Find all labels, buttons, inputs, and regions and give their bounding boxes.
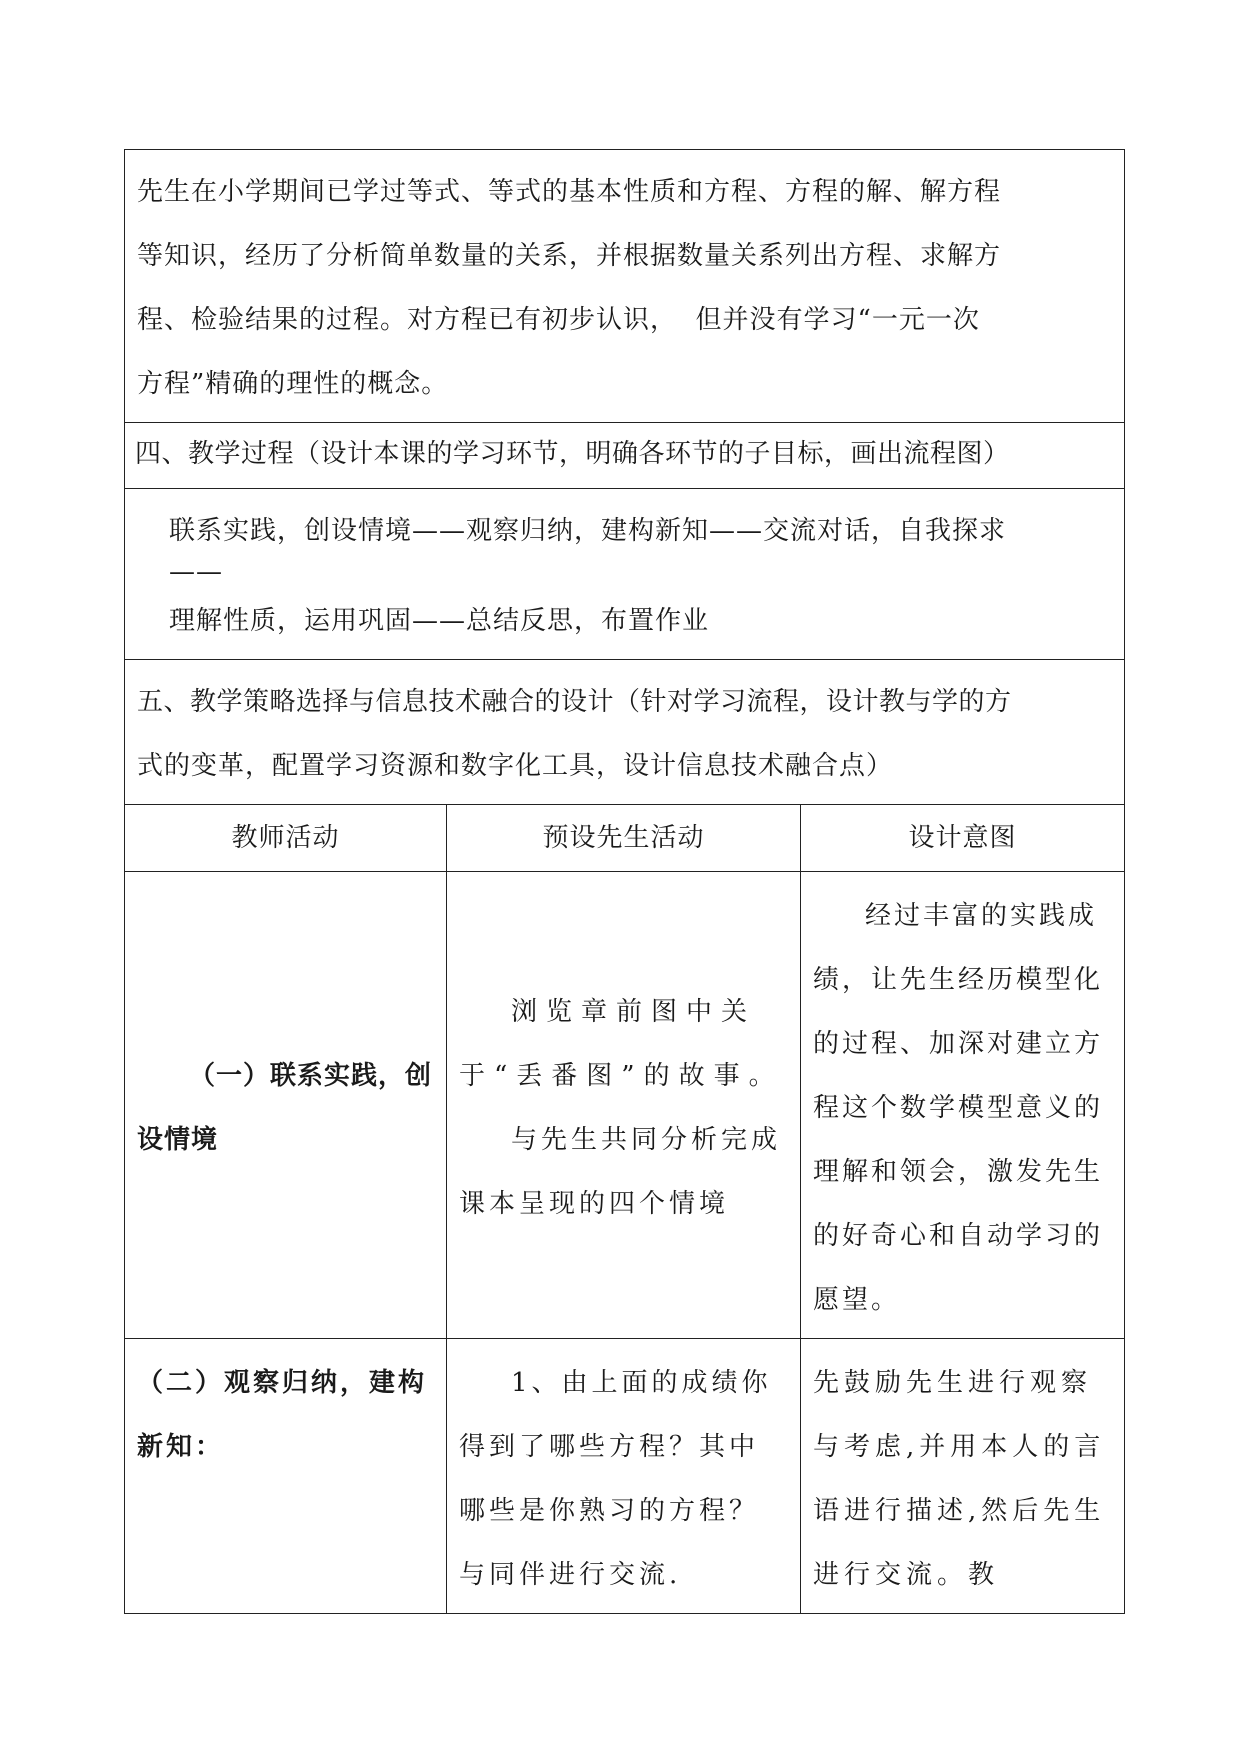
flow-line: 联系实践，创设情境——观察归纳，建构新知——交流对话，自我探求 bbox=[169, 516, 1007, 546]
stage-title: （二）观察归纳，建构新知： bbox=[137, 1368, 428, 1462]
design-intent-cell bbox=[801, 1339, 1125, 1614]
student-activity-text: 与先生共同分析完成课本呈现的四个情境 bbox=[459, 1125, 782, 1219]
section-5-heading-row bbox=[125, 660, 1125, 805]
section-4-heading: 四、教学过程（设计本课的学习环节，明确各环节的子目标，画出流程图） bbox=[125, 423, 1125, 489]
design-intent-text: 经过丰富的实践成绩，让先生经历模型化的过程、加深对建立方程这个数学模型意义的理解和领会，激发先生的好奇心和自动学习的愿望。 bbox=[813, 901, 1104, 1315]
header-teacher-activity: 教师活动 bbox=[125, 805, 447, 872]
student-background-cell bbox=[125, 150, 1125, 423]
background-line: 先生在小学期间已学过等式、等式的基本性质和方程、方程的解、解方程 bbox=[137, 177, 1002, 207]
section-5-heading bbox=[125, 660, 1125, 805]
teacher-activity-cell bbox=[125, 1339, 447, 1614]
design-intent-text: 先鼓励先生进行观察与考虑,并用本人的言语进行描述,然后先生进行交流。教 bbox=[813, 1368, 1106, 1590]
section-5-heading-line: 式的变革，配置学习资源和数字化工具，设计信息技术融合点） bbox=[137, 751, 894, 781]
design-intent-cell bbox=[801, 872, 1125, 1339]
lesson-plan-document bbox=[124, 149, 1124, 1614]
student-activity-text: 1、由上面的成绩你得到了哪些方程？其中哪些是你熟习的方程？与同伴进行交流. bbox=[459, 1368, 772, 1590]
student-background-row bbox=[125, 150, 1125, 423]
stage-title: （一）联系实践，创设情境 bbox=[137, 1061, 433, 1155]
section-5-heading-line: 五、教学策略选择与信息技术融合的设计（针对学习流程，设计教与学的方 bbox=[137, 687, 1012, 717]
student-activity-cell bbox=[447, 1339, 801, 1614]
student-activity-cell bbox=[447, 872, 801, 1339]
section-4-heading-row bbox=[125, 423, 1125, 489]
header-design-intent: 设计意图 bbox=[801, 805, 1125, 872]
background-line: 方程”精确的理性的概念。 bbox=[137, 369, 449, 399]
teaching-flow-row bbox=[125, 489, 1125, 660]
background-line: 程、检验结果的过程。对方程已有初步认识， 但并没有学习“一元一次 bbox=[137, 305, 980, 335]
header-student-activity: 预设先生活动 bbox=[447, 805, 801, 872]
flow-line: 理解性质，运用巩固——总结反思，布置作业 bbox=[169, 606, 710, 636]
lesson-plan-table bbox=[124, 149, 1125, 1614]
activity-table-header-row bbox=[125, 805, 1125, 872]
table-row bbox=[125, 872, 1125, 1339]
flow-line: —— bbox=[169, 557, 223, 587]
teaching-flow-cell bbox=[125, 489, 1125, 660]
student-activity-text: 浏览章前图中关于“丢番图”的故事。 bbox=[459, 997, 784, 1091]
teacher-activity-cell bbox=[125, 872, 447, 1339]
table-row bbox=[125, 1339, 1125, 1614]
background-line: 等知识，经历了分析简单数量的关系，并根据数量关系列出方程、求解方 bbox=[137, 241, 1002, 271]
